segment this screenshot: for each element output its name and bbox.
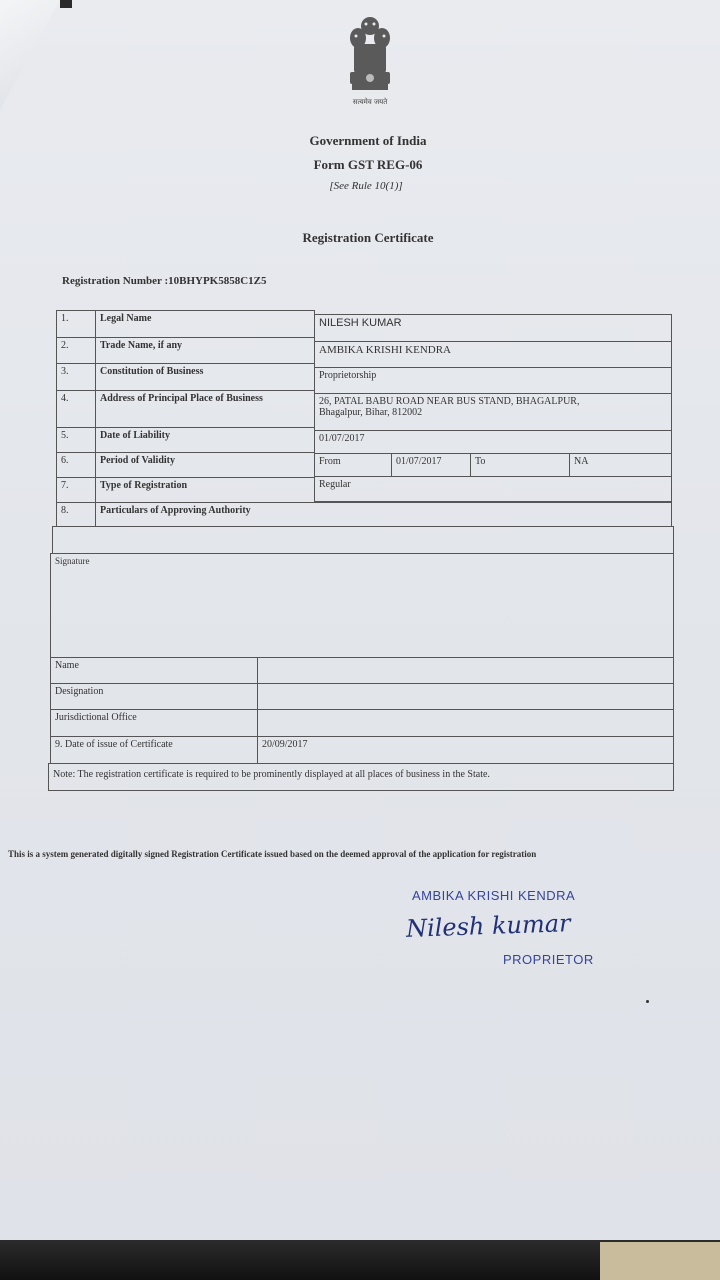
liability-date-value: 01/07/2017 xyxy=(314,430,672,454)
validity-to-label: To xyxy=(470,453,570,477)
trade-name-value: AMBIKA KRISHI KENDRA xyxy=(314,341,672,368)
row-label: Period of Validity xyxy=(95,452,315,478)
rule-reference: [See Rule 10(1)] xyxy=(329,180,403,192)
validity-from-label: From xyxy=(314,453,392,477)
validity-from-value: 01/07/2017 xyxy=(391,453,471,477)
row-number: 6. xyxy=(56,452,96,478)
display-note: Note: The registration certificate is required to be prominently displayed at all places of business in the State. xyxy=(48,763,674,791)
row-label: Legal Name xyxy=(95,310,315,338)
blank-row xyxy=(52,526,674,554)
name-label: Name xyxy=(50,657,258,684)
page-title: Registration Certificate xyxy=(302,230,434,245)
row-number: 1. xyxy=(56,310,96,338)
address-value xyxy=(314,393,672,431)
proprietor-stamp: PROPRIETOR xyxy=(503,952,594,967)
issue-date-label: 9. Date of issue of Certificate xyxy=(50,736,258,764)
jurisdictional-office-value xyxy=(257,709,674,737)
row-number: 7. xyxy=(56,477,96,503)
background-corner xyxy=(60,0,72,8)
form-number: Form GST REG-06 xyxy=(313,157,423,172)
approving-authority-label: Particulars of Approving Authority xyxy=(95,502,672,527)
name-value xyxy=(257,657,674,684)
row-number: 8. xyxy=(56,502,96,527)
emblem-caption: सत्यमेव जयते xyxy=(352,98,388,106)
legal-name-value: NILESH KUMAR xyxy=(314,314,672,342)
designation-value xyxy=(257,683,674,710)
issue-date-value: 20/09/2017 xyxy=(257,736,674,764)
jurisdictional-office-label: Jurisdictional Office xyxy=(50,709,258,737)
paper-speck xyxy=(646,1000,649,1003)
row-label: Trade Name, if any xyxy=(95,337,315,364)
row-label: Address of Principal Place of Business xyxy=(95,390,315,428)
address-line-2: Bhagalpur, Bihar, 812002 xyxy=(319,407,423,418)
row-label: Constitution of Business xyxy=(95,363,315,391)
table-edge xyxy=(600,1242,720,1280)
registration-number-value: 10BHYPK5858C1Z5 xyxy=(168,275,267,287)
registration-number-label: Registration Number : xyxy=(62,275,169,287)
constitution-value: Proprietorship xyxy=(314,367,672,394)
signature-box: Signature xyxy=(50,553,674,658)
business-stamp: AMBIKA KRISHI KENDRA xyxy=(412,888,576,903)
validity-to-value: NA xyxy=(569,453,672,477)
handwritten-signature: Nilesh kumar xyxy=(405,909,571,943)
row-label: Date of Liability xyxy=(95,427,315,453)
system-generated-note: This is a system generated digitally signed Registration Certificate issued based on the deemed approval of the application for registration xyxy=(8,849,537,859)
address-line-1: 26, PATAL BABU ROAD NEAR BUS STAND, BHAGALPUR, xyxy=(319,396,580,407)
row-number: 5. xyxy=(56,427,96,453)
designation-label: Designation xyxy=(50,683,258,710)
national-emblem-icon xyxy=(340,8,400,108)
registration-type-value: Regular xyxy=(314,476,672,502)
row-label: Type of Registration xyxy=(95,477,315,503)
government-heading: Government of India xyxy=(309,133,427,148)
row-number: 4. xyxy=(56,390,96,428)
row-number: 3. xyxy=(56,363,96,391)
row-number: 2. xyxy=(56,337,96,364)
registration-number xyxy=(62,275,267,287)
